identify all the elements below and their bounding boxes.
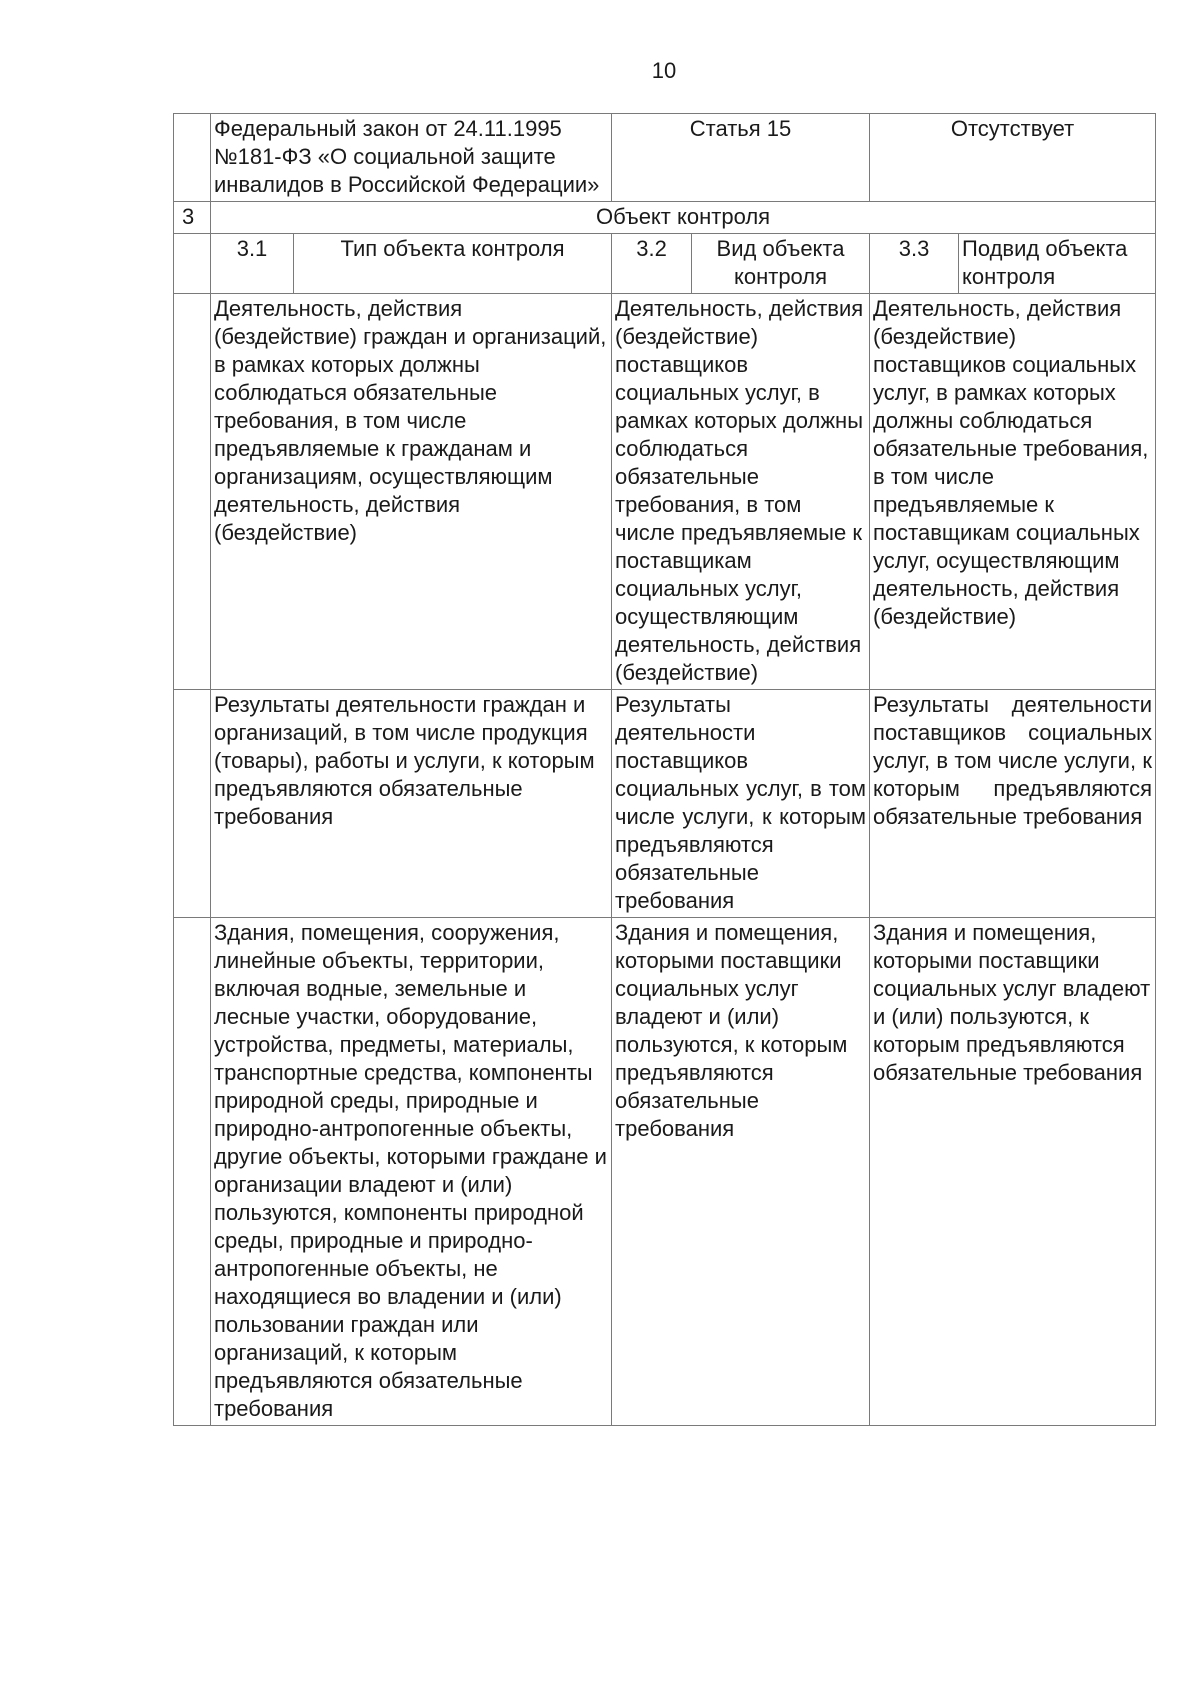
page-number: 10 [651, 58, 677, 83]
law-title: Федеральный закон от 24.11.1995 №181-ФЗ «О социальной защите инвалидов в Российской Федерации» [211, 114, 612, 202]
row-subkind: Здания и помещения, которыми поставщики социальных услуг владеют и (или) пользуются, к которым предъявляются обязательные требования [870, 918, 1156, 1426]
row-type: Результаты деятельности граждан и организаций, в том числе продукция (товары), работы и услуги, к которым предъявляются обязательные требования [211, 690, 612, 918]
section-row [174, 202, 1156, 234]
row-subkind: Деятельность, действия (бездействие) поставщиков социальных услуг, в рамках которых должны соблюдаться обязательные требования, в том числе предъявляемые к поставщикам социальных услуг, осуществляющим деятельность, действия (бездействие) [870, 294, 1156, 690]
header-spacer [174, 234, 211, 294]
table-row [174, 294, 1156, 690]
section-number: 3 [174, 202, 211, 234]
law-row [174, 114, 1156, 202]
table-row [174, 918, 1156, 1426]
row-type: Здания, помещения, сооружения, линейные объекты, территории, включая водные, земельные и лесные участки, оборудование, устройства, предметы, материалы, транспортные средства, компоненты природной среды, природные и природно-антропогенные объекты, другие объекты, которыми граждане и организации владеют и (или) пользуются, компоненты природной среды, природные и природно-антропогенные объекты, не находящиеся во владении и (или) пользовании граждан или организаций, к которым предъявляются обязательные требования [211, 918, 612, 1426]
section-title: Объект контроля [211, 202, 1156, 234]
law-article: Статья 15 [612, 114, 870, 202]
row-kind: Деятельность, действия (бездействие) поставщиков социальных услуг, в рамках которых должны соблюдаться обязательные требования, в том числе предъявляемые к поставщикам социальных услуг, осуществляющим деятельность, действия (бездействие) [612, 294, 870, 690]
law-row-number [174, 114, 211, 202]
row-spacer [174, 918, 211, 1426]
table-row [174, 690, 1156, 918]
header-kind-label: Вид объекта контроля [692, 234, 870, 294]
row-subkind: Результаты деятельности поставщиков социальных услуг, в том числе услуги, к которым предъявляются обязательные требования [870, 690, 1156, 918]
row-type: Деятельность, действия (бездействие) граждан и организаций, в рамках которых должны соблюдаться обязательные требования, в том числе предъявляемые к гражданам и организациям, осуществляющим деятельность, действия (бездействие) [211, 294, 612, 690]
header-subkind-number: 3.3 [870, 234, 959, 294]
row-spacer [174, 690, 211, 918]
header-type-number: 3.1 [211, 234, 294, 294]
row-kind: Результаты деятельности поставщиков социальных услуг, в том числе услуги, к которым предъявляются обязательные требования [612, 690, 870, 918]
control-object-table [173, 113, 1156, 1426]
row-spacer [174, 294, 211, 690]
law-absent: Отсутствует [870, 114, 1156, 202]
header-row [174, 234, 1156, 294]
header-type-label: Тип объекта контроля [294, 234, 612, 294]
header-subkind-label: Подвид объекта контроля [959, 234, 1156, 294]
header-kind-number: 3.2 [612, 234, 692, 294]
row-kind: Здания и помещения, которыми поставщики социальных услуг владеют и (или) пользуются, к которым предъявляются обязательные требования [612, 918, 870, 1426]
